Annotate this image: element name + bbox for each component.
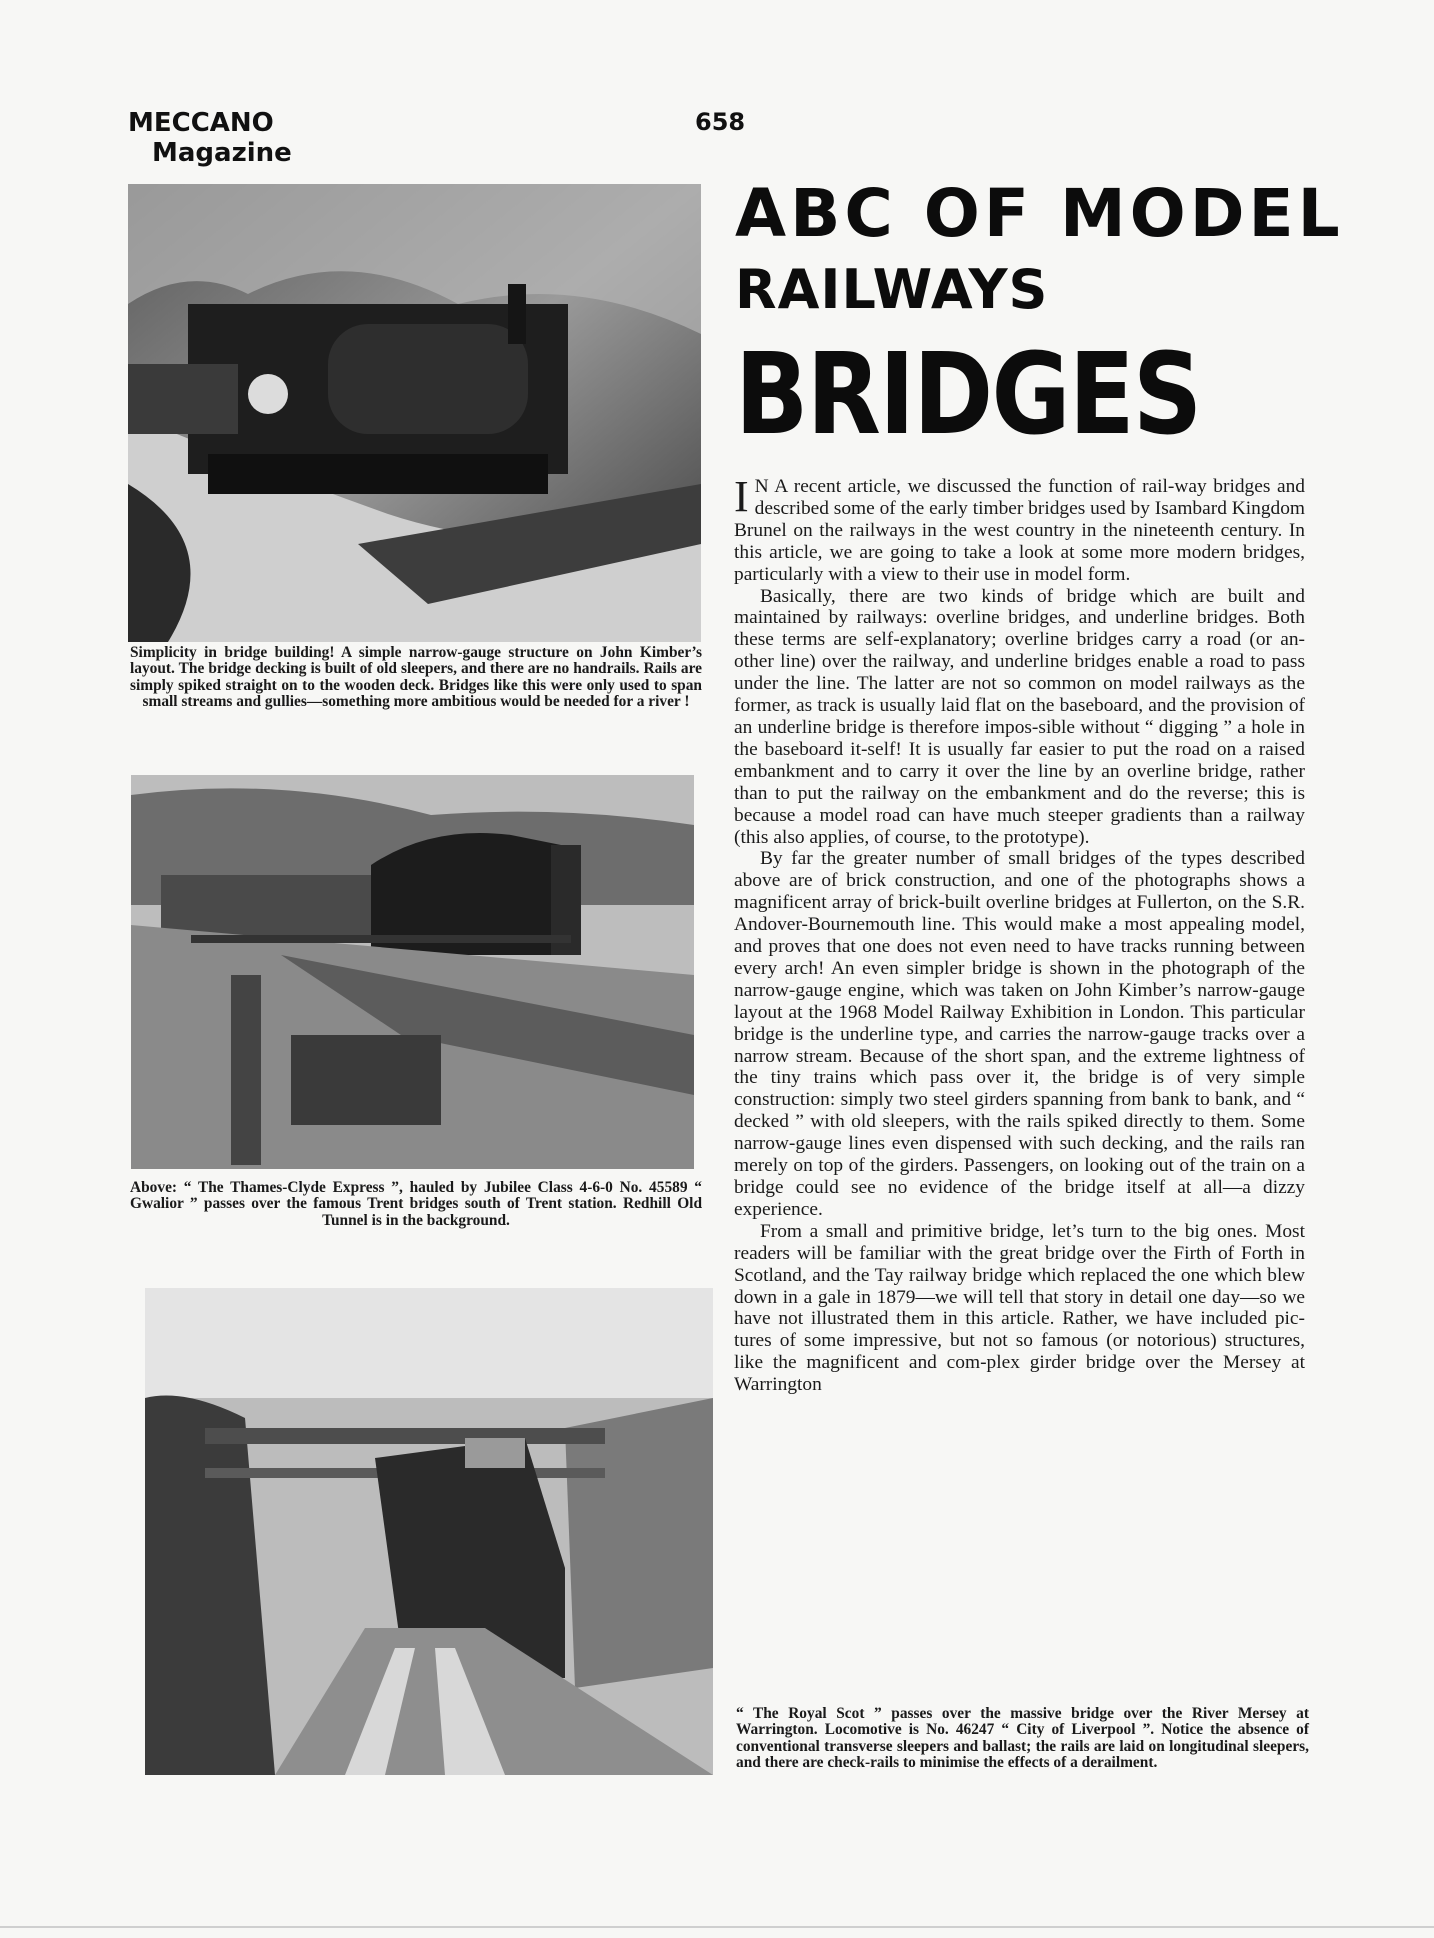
article-title-line-3: BRIDGES (735, 330, 1201, 460)
article-body (734, 472, 1305, 1396)
paragraph-1 (734, 472, 1305, 586)
page-number: 658 (695, 108, 746, 136)
photo-thames-clyde-express-image (131, 775, 694, 1169)
photo-narrow-gauge-engine-image (128, 184, 701, 642)
photo-royal-scot-warrington-image (145, 1288, 713, 1775)
caption-photo-1: Simplicity in bridge building! A simple narrow-gauge structure on John Kimber’s layout. The bridge decking is built of old sleepers, and there are no handrails. Rails are simply spiked straight on to the wooden deck. Bridges like this were only used to span small streams and gullies—something more ambitious would be needed for a river ! (130, 644, 702, 711)
caption-photo-2: Above: “ The Thames-Clyde Express ”, hauled by Jubilee Class 4-6-0 No. 45589 “ Gwalior ” passes over the famous Trent bridges south of Trent station. Redhill Old Tunnel is in the background. (130, 1179, 702, 1229)
masthead-subtitle: Magazine (152, 138, 292, 168)
photo-thames-clyde-express (131, 775, 694, 1169)
masthead-title: MECCANO (128, 108, 274, 138)
paragraph-4: From a small and primitive bridge, let’s turn to the big ones. Most readers will be familiar with the great bridge over the Firth of Forth in Scotland, and the Tay railway bridge which replaced the one which blew down in a gale in 1879—we will tell that story in detail one day—so we have not illustrated them in this article. Rather, we have included pic-tures of some impressive, but not so famous (or notorious) structures, like the magnificent and com-plex girder bridge over the Mersey at Warrington (734, 1220, 1305, 1396)
paragraph-2: Basically, there are two kinds of bridge which are built and maintained by railways: overline bridges, and underline bridges. Both these terms are self-explanatory; overline bridges carry a road (or an-other line) over the railway, and underline bridges enable a road to pass under the line. The latter are not so common on model railways as the former, as track is usually laid flat on the baseboard, and the provision of an underline bridge is therefore impos-sible without “ digging ” a hole in the baseboard it-self! It is usually far easier to put the road on a raised embankment and to carry it over the line by an overline bridge, rather than to put the railway on the embankment and do the reverse; this is because a model road can have much steeper gradients than a railway (this also applies, of course, to the prototype). (734, 585, 1305, 848)
article-title-line-1: ABC OF MODEL (735, 175, 1344, 252)
masthead (128, 108, 292, 168)
paragraph-1-text: N A recent article, we discussed the function of rail-way bridges and described some of the early timber bridges used by Isambard Kingdom Brunel on the railways in the west country in the nineteenth century. In this article, we are going to take a look at some more modern bridges, particularly with a view to their use in model form. (734, 476, 1305, 585)
caption-photo-3: “ The Royal Scot ” passes over the massive bridge over the River Mersey at Warrington. Locomotive is No. 46247 “ City of Liverpool ”. Notice the absence of conventional transverse sleepers and ballast; the rails are laid on longitudinal sleepers, and there are check-rails to minimise the effects of a derailment. (736, 1705, 1309, 1772)
bottom-rule (0, 1926, 1434, 1928)
paragraph-3: By far the greater number of small bridges of the types described above are of brick construction, and one of the photographs shows a magnificent array of brick-built overline bridges at Fullerton, on the S.R. Andover-Bournemouth line. This would make a most appealing model, and proves that one does not even need to have tracks running between every arch! An even simpler bridge is shown in the photograph of the narrow-gauge engine, which was taken on John Kimber’s narrow-gauge layout at the 1968 Model Railway Exhibition in London. This particular bridge is the underline type, and carries the narrow-gauge tracks over a narrow stream. Because of the short span, and the extreme lightness of the tiny trains which pass over it, the bridge is of very simple construction: simply two steel girders spanning from bank to bank, and “ decked ” with old sleepers, with the rails spiked directly to them. Some narrow-gauge lines even dispensed with such decking, and the rails ran merely on top of the girders. Passengers, on looking out of the train on a bridge could see no evidence of the bridge itself at all—a dizzy experience. (734, 848, 1305, 1220)
photo-royal-scot-warrington (145, 1288, 713, 1775)
photo-narrow-gauge-engine (128, 184, 701, 642)
article-title-line-2: RAILWAYS (735, 258, 1049, 321)
drop-cap: I (734, 472, 749, 521)
